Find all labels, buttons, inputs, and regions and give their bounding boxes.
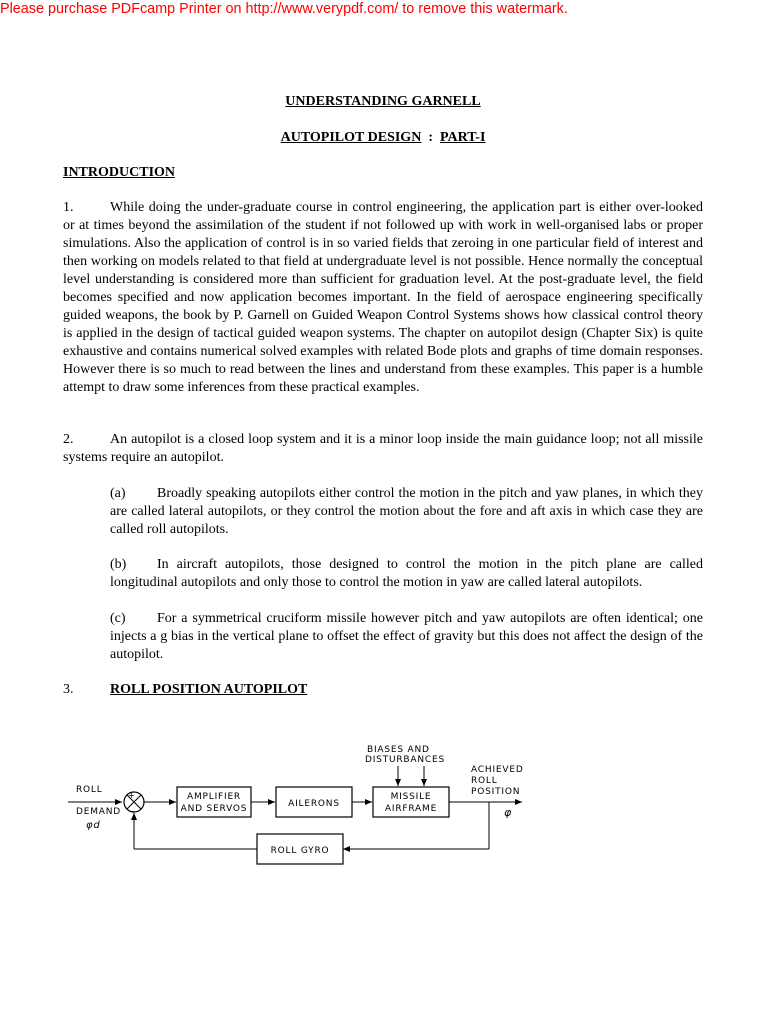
input-symbol: φd [86,820,101,831]
roll-gyro-label: ROLL GYRO [270,846,330,856]
disturbance-label-line1: BIASES AND [367,745,430,755]
output-label-position: POSITION [471,787,521,797]
paragraph-1-number: 1. [63,200,74,215]
paragraph-1-text: While doing the under-graduate course in control engineering, the application part is either over-looked or at times beyond the assimilation of the student if not followed up with work in well-organised labs or proper simulations. Also the application of control is in so varied fields that zeroing in one particular field of interest and then working on models related to that field at undergraduate level is not possible. Hence normally the conceptual level understanding is considered more than sufficient for graduation level. At the post-graduate level, the field becomes specified and now application becomes important. In the field of aerospace engineering specifically guided weapons, the book by P. Garnell on Guided Weapon Control Systems shows how classical control theory is applied in the design of tactical guided weapon systems. The chapter on autopilot design (Chapter Six) is quite exhaustive and contains numerical solved examples with related Bode plots and graphs of time domain responses. However there is so much to read between the lines and understand from these examples. This paper is a humble attempt to draw some inferences from these practical examples. [63,200,703,395]
servos-label: AND SERVOS [180,804,248,814]
amplifier-label: AMPLIFIER [187,792,241,802]
paragraph-2-number: 2. [63,432,74,447]
section-3-heading [63,681,307,699]
subtitle-left: AUTOPILOT DESIGN [280,130,422,145]
introduction-heading: INTRODUCTION [63,165,176,180]
plus-sign: + [128,791,136,800]
subparagraph-c-number: (c) [110,611,126,626]
document-title: UNDERSTANDING GARNELL [285,94,481,109]
subparagraph-c [110,610,703,664]
output-label-roll: ROLL [471,776,498,786]
roll-autopilot-block-diagram [0,738,768,878]
input-label-roll: ROLL [76,785,103,795]
ailerons-label: AILERONS [288,799,340,809]
section-3-title: ROLL POSITION AUTOPILOT [110,682,308,697]
watermark-text: Please purchase PDFcamp Printer on http://www.verypdf.com/ to remove this watermark. [0,1,568,17]
paragraph-2-text: An autopilot is a closed loop system and it is a minor loop inside the main guidance loop; not all missile systems require an autopilot. [63,432,703,465]
airframe-label: AIRFRAME [384,804,438,814]
subparagraph-b-number: (b) [110,557,127,572]
section-3-number: 3. [63,682,74,697]
paragraph-2 [63,431,703,467]
output-label-achieved: ACHIEVED [471,765,524,775]
minus-sign: − [128,807,136,816]
subparagraph-b-text: In aircraft autopilots, those designed to control the motion in the pitch plane are called longitudinal autopilots and only those to control the motion in yaw are called lateral autopilots. [110,557,703,590]
subparagraph-a-number: (a) [110,486,126,501]
subparagraph-c-text: For a symmetrical cruciform missile however pitch and yaw autopilots are often identical; one injects a g bias in the vertical plane to offset the effect of gravity but this does not affect the design of the autopilot. [110,611,703,662]
subtitle-right: PART-I [439,130,486,145]
missile-label: MISSILE [390,792,432,802]
disturbance-label-line2: DISTURBANCES [365,755,445,765]
input-label-demand: DEMAND [76,807,122,817]
subtitle-separator: : [428,130,433,145]
output-symbol: φ [504,806,513,819]
subparagraph-b [110,556,703,592]
subparagraph-a [110,485,703,539]
paragraph-1 [63,199,703,397]
subparagraph-a-text: Broadly speaking autopilots either control the motion in the pitch and yaw planes, in which they are called lateral autopilots, or they control the motion about the fore and aft axis in which case they are called roll autopilots. [110,486,703,537]
document-subtitle [63,129,703,147]
